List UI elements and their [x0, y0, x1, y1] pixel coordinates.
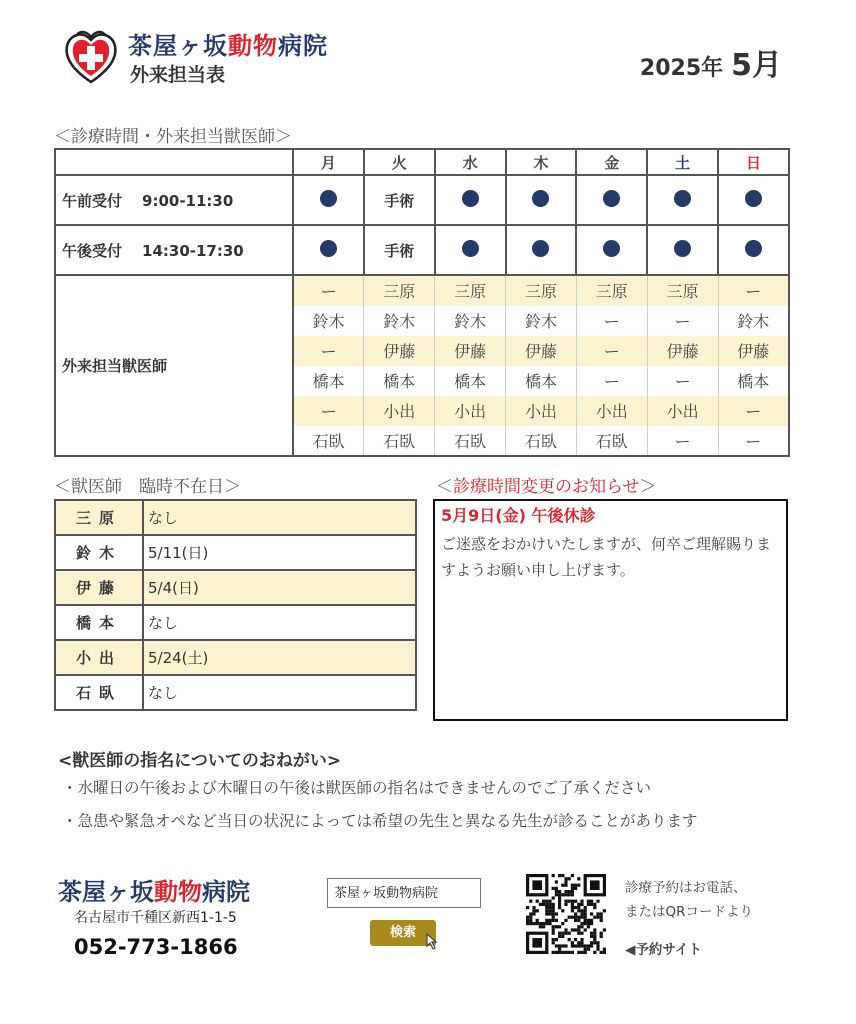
footer-clinic-name: 茶屋ヶ坂動物病院	[58, 878, 250, 906]
vet-cell: 石臥	[293, 426, 364, 457]
absence-date: なし	[143, 500, 416, 535]
notice-section-label: ＜診療時間変更のお知らせ＞	[436, 477, 657, 497]
vet-cell: ー	[647, 306, 718, 336]
hours-cell	[647, 225, 718, 275]
vet-cell: 石臥	[364, 426, 435, 457]
footer-phone: 052-773-1866	[74, 935, 238, 959]
absence-row	[55, 675, 416, 710]
footer-address: 名古屋市千種区新西1-1-5	[74, 910, 237, 926]
vet-cell: 橋本	[435, 366, 506, 396]
qr-code[interactable]	[526, 874, 608, 954]
vet-cell: ー	[647, 366, 718, 396]
hours-label: 午後受付 14:30-17:30	[55, 225, 293, 275]
vet-row	[55, 275, 789, 306]
hours-row	[55, 175, 789, 225]
open-dot-icon	[532, 190, 549, 207]
hours-cell	[506, 175, 577, 225]
hours-cell	[576, 225, 647, 275]
absence-row	[55, 535, 416, 570]
reservation-link[interactable]: ◀予約サイト	[625, 942, 702, 958]
absence-date: 5/11(日)	[143, 535, 416, 570]
schedule-table	[54, 148, 790, 457]
open-dot-icon	[603, 240, 620, 257]
vet-cell: 伊藤	[506, 336, 577, 366]
vet-cell: 伊藤	[435, 336, 506, 366]
hours-cell	[718, 225, 789, 275]
request-title: <獣医師の指名についてのおねがい>	[58, 751, 342, 771]
hours-cell	[293, 225, 364, 275]
vet-cell: 伊藤	[718, 336, 789, 366]
vet-cell: 三原	[576, 275, 647, 306]
absence-date: なし	[143, 675, 416, 710]
vet-cell: 小出	[364, 396, 435, 426]
search-button[interactable]: 検索	[370, 920, 436, 946]
vet-cell: 小出	[435, 396, 506, 426]
hours-cell	[435, 175, 506, 225]
vet-cell: 伊藤	[364, 336, 435, 366]
vet-cell: 小出	[647, 396, 718, 426]
hours-cell	[506, 225, 577, 275]
vet-cell: 石臥	[576, 426, 647, 457]
hours-cell	[293, 175, 364, 225]
notice-box	[433, 499, 788, 721]
vet-cell: ー	[647, 426, 718, 457]
vet-cell: ー	[576, 336, 647, 366]
vet-cell: 鈴木	[435, 306, 506, 336]
vet-name: 伊藤	[55, 570, 143, 605]
day-header: 金	[576, 149, 647, 175]
clinic-logo	[62, 28, 120, 86]
day-header: 月	[293, 149, 364, 175]
vet-cell: 三原	[435, 275, 506, 306]
vet-cell: ー	[718, 275, 789, 306]
vet-cell: ー	[293, 275, 364, 306]
open-dot-icon	[320, 190, 337, 207]
absence-row	[55, 640, 416, 675]
open-dot-icon	[745, 240, 762, 257]
vet-cell: 小出	[576, 396, 647, 426]
schedule-section-label: ＜診療時間・外来担当獣医師＞	[54, 127, 292, 147]
vet-cell: ー	[718, 426, 789, 457]
hours-cell	[718, 175, 789, 225]
page-subtitle: 外来担当表	[130, 64, 226, 86]
hours-cell	[435, 225, 506, 275]
year-month: 2025年 5月	[639, 48, 782, 83]
vet-cell: 三原	[647, 275, 718, 306]
absence-date: 5/4(日)	[143, 570, 416, 605]
vet-cell: ー	[576, 366, 647, 396]
vet-cell: ー	[576, 306, 647, 336]
qr-instructions: 診療予約はお電話、 またはQRコードより	[625, 880, 754, 920]
request-note: ・急患や緊急オペなど当日の状況によっては希望の先生と異なる先生が診ることがあります	[62, 812, 698, 830]
absence-row	[55, 500, 416, 535]
vet-cell: 橋本	[293, 366, 364, 396]
vet-cell: ー	[293, 396, 364, 426]
hours-cell	[576, 175, 647, 225]
vet-cell: 橋本	[506, 366, 577, 396]
open-dot-icon	[674, 240, 691, 257]
hours-label: 午前受付 9:00-11:30	[55, 175, 293, 225]
vet-cell: 橋本	[718, 366, 789, 396]
absence-section-label: ＜獣医師 臨時不在日＞	[54, 477, 241, 497]
day-header: 日	[718, 149, 789, 175]
vet-cell: 石臥	[506, 426, 577, 457]
absence-row	[55, 570, 416, 605]
vet-name: 三原	[55, 500, 143, 535]
vet-cell: 石臥	[435, 426, 506, 457]
corner-cell	[55, 149, 293, 175]
open-dot-icon	[745, 190, 762, 207]
notice-body: ご迷惑をおかけいたしますが、何卒ご理解賜りますようお願い申し上げます。	[441, 535, 772, 579]
absence-table	[54, 499, 417, 711]
request-note: ・水曜日の午後および木曜日の午後は獣医師の指名はできませんのでご了承ください	[62, 779, 652, 797]
vet-cell: ー	[293, 336, 364, 366]
vet-cell: 鈴木	[293, 306, 364, 336]
open-dot-icon	[674, 190, 691, 207]
vet-name: 石臥	[55, 675, 143, 710]
open-dot-icon	[532, 240, 549, 257]
search-input[interactable]: 茶屋ヶ坂動物病院	[327, 878, 481, 908]
open-dot-icon	[462, 240, 479, 257]
open-dot-icon	[603, 190, 620, 207]
hours-cell	[647, 175, 718, 225]
absence-date: 5/24(土)	[143, 640, 416, 675]
hours-cell: 手術	[364, 225, 435, 275]
vet-cell: 鈴木	[718, 306, 789, 336]
notice-headline: 5月9日(金) 午後休診	[441, 506, 596, 525]
hours-cell: 手術	[364, 175, 435, 225]
day-header: 土	[647, 149, 718, 175]
vet-cell: ー	[718, 396, 789, 426]
day-header-row	[55, 149, 789, 175]
absence-date: なし	[143, 605, 416, 640]
absence-row	[55, 605, 416, 640]
vets-label: 外来担当獣医師	[55, 275, 293, 456]
pointer-cursor-icon	[424, 932, 442, 950]
day-header: 水	[435, 149, 506, 175]
day-header: 火	[364, 149, 435, 175]
vet-name: 橋本	[55, 605, 143, 640]
vet-cell: 鈴木	[364, 306, 435, 336]
vet-cell: 三原	[506, 275, 577, 306]
vet-cell: 三原	[364, 275, 435, 306]
vet-cell: 鈴木	[506, 306, 577, 336]
vet-cell: 伊藤	[647, 336, 718, 366]
vet-cell: 橋本	[364, 366, 435, 396]
day-header: 木	[506, 149, 577, 175]
vet-name: 鈴木	[55, 535, 143, 570]
open-dot-icon	[320, 240, 337, 257]
vet-name: 小出	[55, 640, 143, 675]
hours-row	[55, 225, 789, 275]
clinic-title: 茶屋ヶ坂動物病院	[128, 32, 328, 60]
vet-cell: 小出	[506, 396, 577, 426]
open-dot-icon	[462, 190, 479, 207]
